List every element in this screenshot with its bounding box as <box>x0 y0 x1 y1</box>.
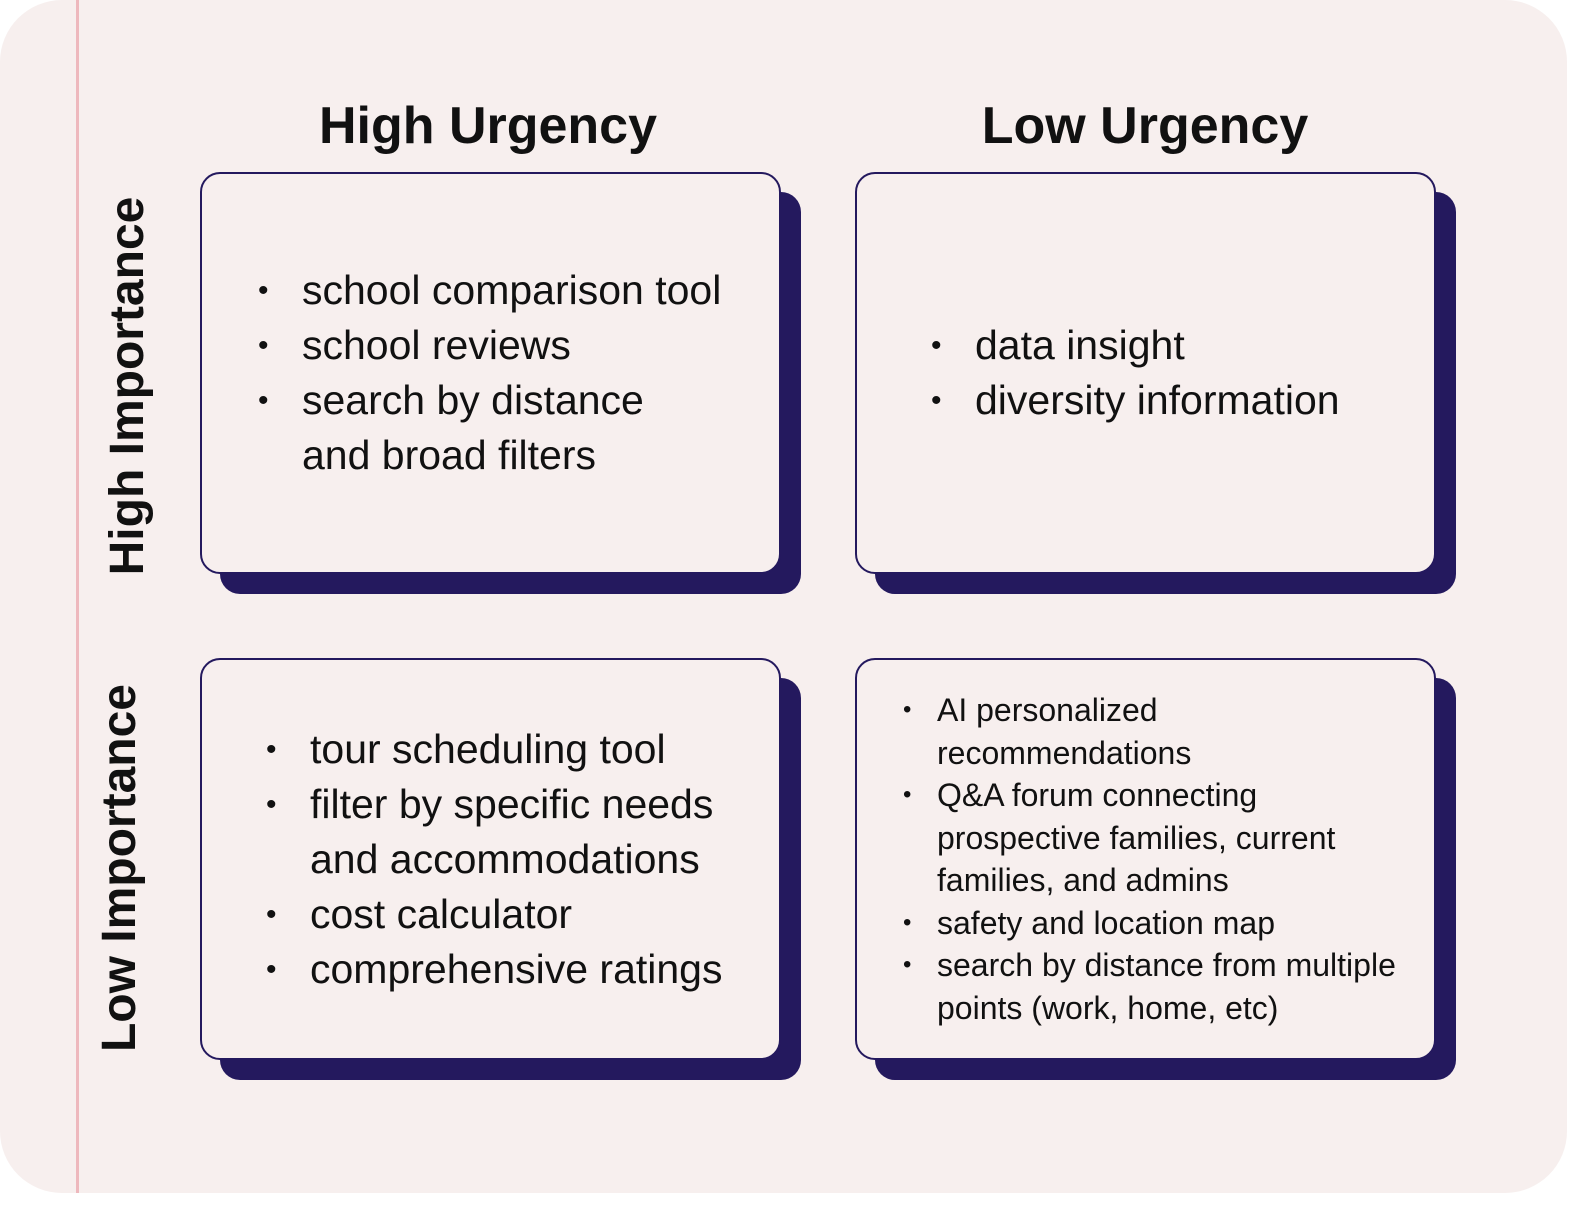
item-list <box>857 689 1437 1029</box>
bullet-icon: • <box>903 696 912 723</box>
list-item <box>266 887 730 942</box>
list-item <box>931 373 1340 428</box>
bullet-icon: • <box>903 908 912 936</box>
bullet-icon: • <box>931 384 942 417</box>
list-item <box>266 777 730 887</box>
list-item-text: search by distance from multiple points (work, home, etc) <box>937 947 1396 1026</box>
list-item-text: school reviews <box>302 322 571 368</box>
list-item <box>903 944 1437 1029</box>
item-list <box>202 722 730 997</box>
bullet-icon: • <box>903 951 912 978</box>
list-item <box>266 942 730 997</box>
list-item-text: search by distance and broad filters <box>302 377 644 478</box>
list-item-text: filter by specific needs and accommodations <box>310 780 714 882</box>
card <box>855 658 1436 1060</box>
quadrant-low-importance-low-urgency <box>855 658 1436 1060</box>
list-item-text: diversity information <box>975 377 1340 423</box>
list-item-text: AI personalized recommendations <box>937 692 1192 771</box>
bullet-icon: • <box>258 274 269 307</box>
bullet-icon: • <box>266 787 277 821</box>
list-item-text: Q&A forum connecting prospective families, current families, and admins <box>937 777 1336 898</box>
item-list <box>857 318 1340 428</box>
bullet-icon: • <box>266 732 277 766</box>
bullet-icon: • <box>931 329 942 362</box>
list-item-text: safety and location map <box>937 904 1275 941</box>
list-item <box>258 373 722 483</box>
list-item-text: comprehensive ratings <box>310 945 723 992</box>
list-item-text: tour scheduling tool <box>310 725 666 772</box>
column-header-high-urgency: High Urgency <box>318 97 658 155</box>
margin-line <box>76 0 79 1193</box>
card <box>200 172 781 574</box>
bullet-icon: • <box>903 781 912 808</box>
card <box>855 172 1436 574</box>
bullet-icon: • <box>258 384 269 417</box>
list-item-text: cost calculator <box>310 890 573 937</box>
quadrant-high-importance-high-urgency <box>200 172 781 574</box>
list-item <box>903 689 1257 774</box>
list-item <box>266 722 730 777</box>
bullet-icon: • <box>266 897 277 931</box>
quadrant-low-importance-high-urgency <box>200 658 781 1060</box>
list-item <box>258 263 722 318</box>
card <box>200 658 781 1060</box>
bullet-icon: • <box>266 952 277 986</box>
list-item-text: data insight <box>975 322 1185 368</box>
row-header-high-importance: High Importance <box>101 196 154 576</box>
list-item <box>931 318 1340 373</box>
list-item <box>258 318 722 373</box>
list-item-text: school comparison tool <box>302 267 722 313</box>
list-item <box>903 774 1397 902</box>
row-header-low-importance: Low Importance <box>93 683 146 1053</box>
bullet-icon: • <box>258 329 269 362</box>
list-item <box>903 902 1437 945</box>
quadrant-high-importance-low-urgency <box>855 172 1436 574</box>
column-header-low-urgency: Low Urgency <box>981 97 1309 155</box>
item-list <box>202 263 722 483</box>
